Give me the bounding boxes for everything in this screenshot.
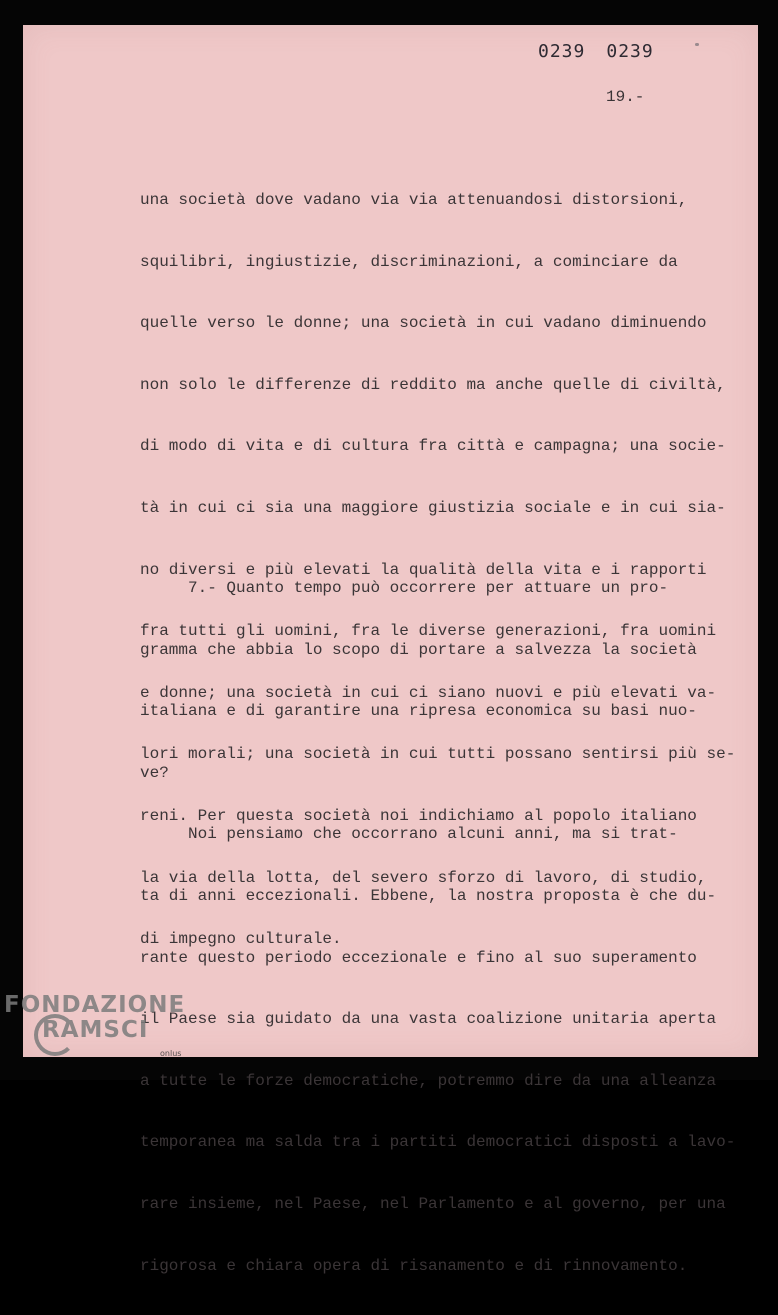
text-line: rigorosa e chiara opera di risanamento e di rinnovamento. — [140, 1256, 688, 1275]
text-line: fra tutti gli uomini, fra le diverse generazioni, fra uomini — [140, 622, 717, 641]
text-line: italiana e di garantire una ripresa economica su basi nuo- — [140, 702, 697, 721]
text-line: squilibri, ingiustizie, discriminazioni, a cominciare da — [140, 252, 678, 271]
text-line: a tutte le forze democratiche, potremmo dire da una alleanza — [140, 1071, 717, 1090]
text-line: tà in cui ci sia una maggiore giustizia sociale e in cui sia- — [140, 498, 726, 517]
text-line: rante questo periodo eccezionale e fino al suo superamento — [140, 948, 697, 967]
text-line: una società dove vadano via via attenuandosi distorsioni, — [140, 191, 688, 209]
watermark-g-logo-icon — [34, 1014, 76, 1056]
text-line: no diversi e più elevati la qualità della vita e i rapporti — [140, 560, 707, 579]
paragraph-section-7 — [140, 540, 735, 1315]
text-line: di modo di vita e di cultura fra città e campagna; una socie- — [140, 437, 726, 456]
watermark-line2: RAMSCI — [42, 1017, 149, 1043]
text-line: quelle verso le donne; una società in cui vadano diminuendo — [140, 314, 707, 333]
paper-speck — [695, 43, 699, 46]
page-number: 19.- — [606, 88, 645, 106]
text-line: lori morali; una società in cui tutti possano sentirsi più se- — [140, 745, 736, 764]
watermark-sub: onlus — [160, 1049, 182, 1058]
text-line: rare insieme, nel Paese, nel Parlamento e al governo, per una — [140, 1194, 726, 1213]
text-line: ve? — [140, 763, 169, 782]
text-line: il Paese sia guidato da una vasta coalizione unitaria aperta — [140, 1010, 717, 1029]
watermark-line1: FONDAZIONE — [4, 992, 186, 1018]
archive-stamp — [538, 41, 675, 62]
typewritten-page — [23, 25, 758, 1275]
text-line: 7.- Quanto tempo può occorrere per attuare un pro- — [140, 579, 669, 597]
text-line: non solo le differenze di reddito ma anche quelle di civiltà, — [140, 375, 726, 394]
text-line: reni. Per questa società noi indichiamo al popolo italiano — [140, 806, 697, 825]
text-line: gramma che abbia lo scopo di portare a salvezza la società — [140, 640, 697, 659]
text-line: Noi pensiamo che occorrano alcuni anni, ma si trat- — [140, 825, 678, 844]
text-line: temporanea ma salda tra i partiti democratici disposti a lavo- — [140, 1133, 736, 1152]
archive-number-left: 0239 — [538, 41, 586, 62]
fondazione-gramsci-watermark — [4, 992, 186, 1058]
text-line: la via della lotta, del severo sforzo di lavoro, di studio, — [140, 868, 707, 887]
text-line: ta di anni eccezionali. Ebbene, la nostra proposta è che du- — [140, 886, 717, 905]
archive-number-right: 0239 — [606, 41, 654, 62]
text-line: di impegno culturale. — [140, 930, 342, 949]
text-line: e donne; una società in cui ci siano nuovi e più elevati va- — [140, 683, 717, 702]
